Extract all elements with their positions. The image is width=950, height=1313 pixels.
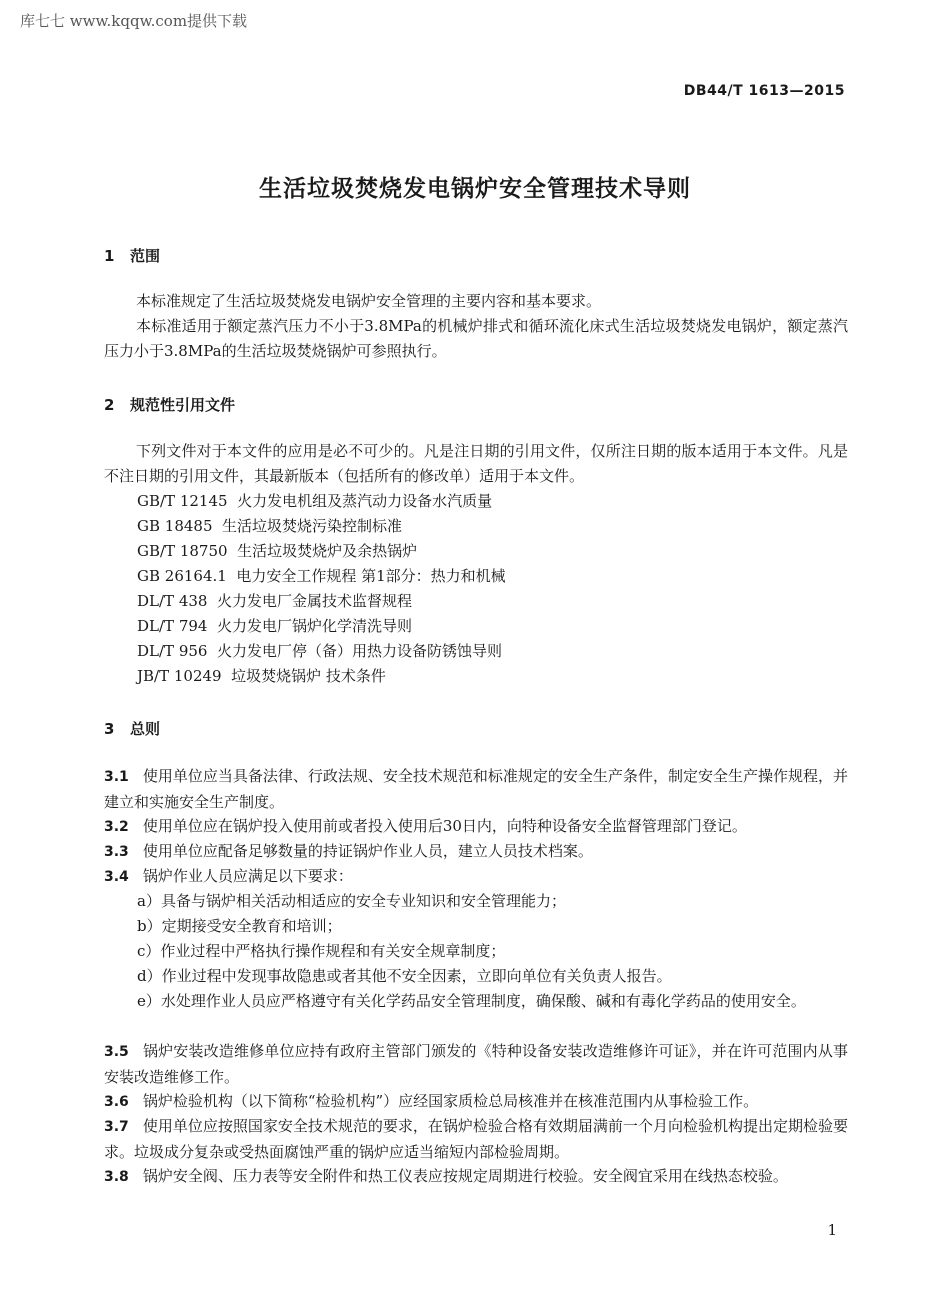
clause: 3.8 锅炉安全阀、压力表等安全附件和热工仪表应按规定周期进行校验。安全阀宜采用在线热态校验。	[104, 1167, 788, 1185]
paragraph: 本标准适用于额定蒸汽压力不小于3.8MPa的机械炉排式和循环流化床式生活垃圾焚烧发电锅炉，额定蒸汽压力小于3.8MPa的生活垃圾焚烧锅炉可参照执行。	[104, 317, 848, 360]
list-item: d）作业过程中发现事故隐患或者其他不安全因素，立即向单位有关负责人报告。	[137, 967, 672, 985]
clause: 3.7 使用单位应按照国家安全技术规范的要求，在锅炉检验合格有效期届满前一个月向检验机构提出定期检验要求。垃圾成分复杂或受热面腐蚀严重的锅炉应适当缩短内部检验周期。	[104, 1117, 848, 1161]
list-item: c）作业过程中严格执行操作规程和有关安全规章制度；	[137, 942, 506, 960]
reference-item: GB 18485 生活垃圾焚烧污染控制标准	[137, 517, 403, 535]
reference-item: GB 26164.1 电力安全工作规程 第1部分：热力和机械	[137, 567, 506, 585]
document-code: DB44/T 1613—2015	[683, 83, 845, 99]
clause: 3.4 锅炉作业人员应满足以下要求：	[104, 867, 353, 885]
page-number: 1	[827, 1221, 837, 1239]
clause: 3.2 使用单位应在锅炉投入使用前或者投入使用后30日内，向特种设备安全监督管理部门登记。	[104, 817, 747, 835]
reference-item: DL/T 794 火力发电厂锅炉化学清洗导则	[137, 617, 412, 635]
clause: 3.5 锅炉安装改造维修单位应持有政府主管部门颁发的《特种设备安装改造维修许可证》，并在许可范围内从事安装改造维修工作。	[104, 1042, 848, 1086]
reference-item: DL/T 438 火力发电厂金属技术监督规程	[137, 592, 412, 610]
clause: 3.6 锅炉检验机构（以下简称“检验机构”）应经国家质检总局核准并在核准范围内从事检验工作。	[104, 1092, 759, 1110]
section-heading: 3 总则	[104, 720, 161, 738]
paragraph: 本标准规定了生活垃圾焚烧发电锅炉安全管理的主要内容和基本要求。	[136, 292, 602, 310]
list-item: a）具备与锅炉相关活动相适应的安全专业知识和安全管理能力；	[137, 892, 566, 910]
page-title: 生活垃圾焚烧发电锅炉安全管理技术导则	[259, 176, 691, 202]
list-item: b）定期接受安全教育和培训；	[137, 917, 342, 935]
list-item: e）水处理作业人员应严格遵守有关化学药品安全管理制度，确保酸、碱和有毒化学药品的使用安全。	[137, 992, 806, 1010]
reference-item: GB/T 12145 火力发电机组及蒸汽动力设备水汽质量	[137, 492, 493, 510]
section-heading: 1 范围	[104, 247, 161, 265]
clause: 3.1 使用单位应当具备法律、行政法规、安全技术规范和标准规定的安全生产条件，制定安全生产操作规程，并建立和实施安全生产制度。	[104, 767, 848, 811]
watermark: 库七七 www.kqqw.com提供下载	[20, 12, 248, 30]
reference-item: DL/T 956 火力发电厂停（备）用热力设备防锈蚀导则	[137, 642, 502, 660]
paragraph: 下列文件对于本文件的应用是必不可少的。凡是注日期的引用文件，仅所注日期的版本适用于本文件。凡是不注日期的引用文件，其最新版本（包括所有的修改单）适用于本文件。	[104, 442, 848, 485]
reference-item: GB/T 18750 生活垃圾焚烧炉及余热锅炉	[137, 542, 418, 560]
clause: 3.3 使用单位应配备足够数量的持证锅炉作业人员，建立人员技术档案。	[104, 842, 593, 860]
reference-item: JB/T 10249 垃圾焚烧锅炉 技术条件	[137, 667, 386, 685]
section-heading: 2 规范性引用文件	[104, 396, 236, 414]
